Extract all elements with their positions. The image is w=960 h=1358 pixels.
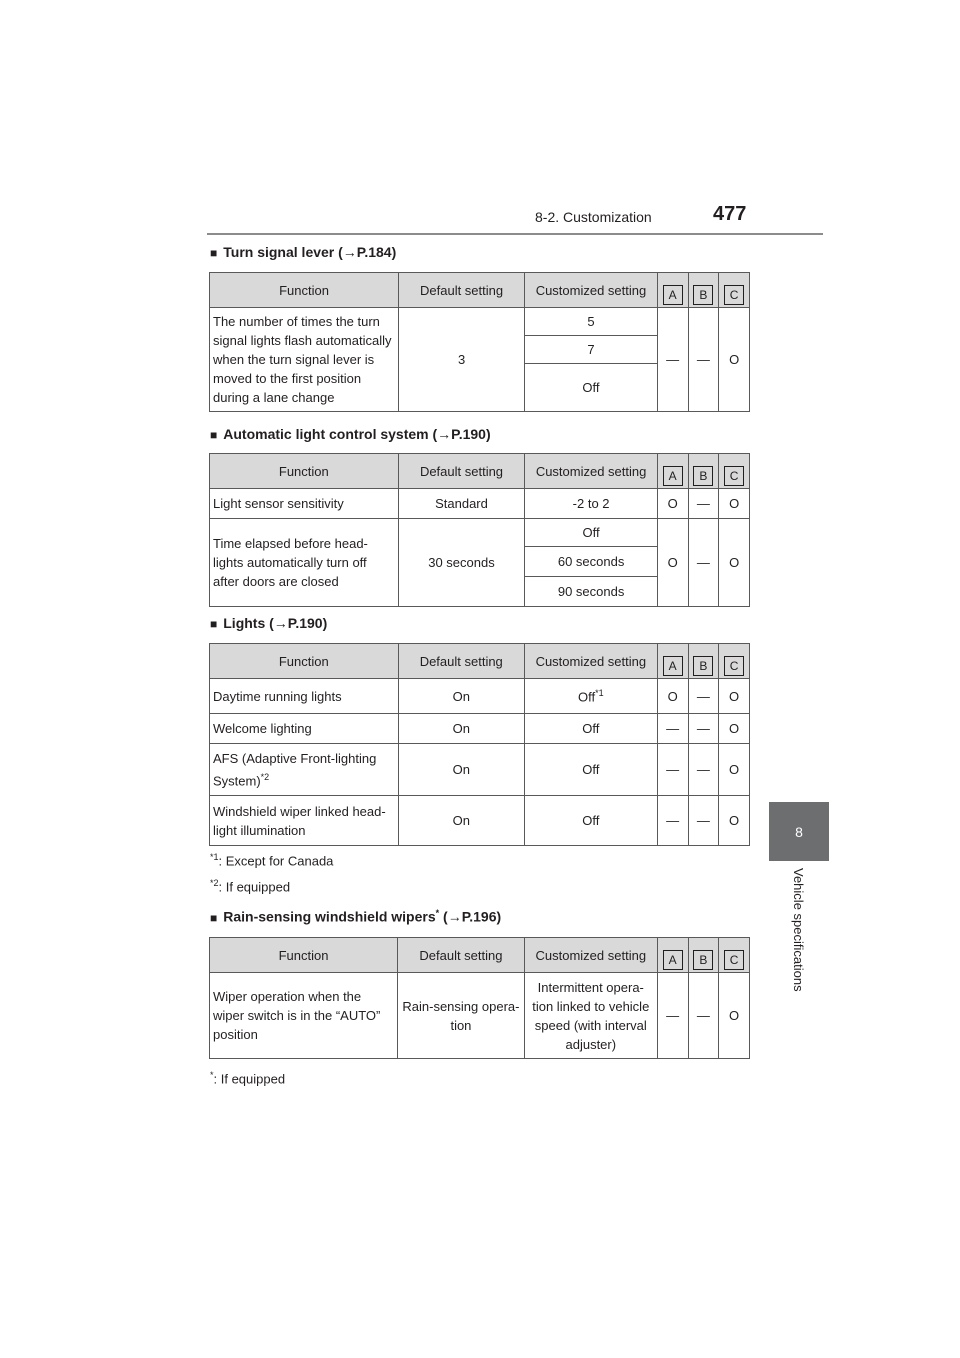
table-row xyxy=(210,489,750,519)
cell-c: O xyxy=(719,489,750,519)
table-header-row xyxy=(210,454,750,489)
col-function: Function xyxy=(210,938,398,973)
cell-b: — xyxy=(688,973,719,1059)
cell-default: 30 seconds xyxy=(398,519,525,607)
col-default: Default setting xyxy=(398,938,525,973)
cell-function: Wiper operation when the wiper switch is in the “AUTO” position xyxy=(210,973,398,1059)
footnote-text: : If equipped xyxy=(218,879,291,895)
table-header-row xyxy=(210,273,750,308)
table-rain-sensing xyxy=(209,937,750,1059)
footnote-ref: * xyxy=(435,908,440,918)
custom-value: Off xyxy=(578,689,596,705)
col-b xyxy=(688,644,719,679)
cell-a: — xyxy=(657,973,688,1059)
table-row xyxy=(210,744,750,796)
cell-a: — xyxy=(657,744,688,796)
col-default: Default setting xyxy=(399,273,525,308)
chapter-label: Vehicle specifications xyxy=(791,868,806,992)
cell-function xyxy=(210,744,399,796)
cell-a: O xyxy=(657,489,688,519)
cell-custom: Off xyxy=(524,744,657,796)
cell-default: On xyxy=(398,744,524,796)
cell-default: 3 xyxy=(399,308,525,412)
col-a xyxy=(657,454,688,489)
cell-option: 90 seconds xyxy=(525,577,658,607)
col-a xyxy=(657,938,688,973)
col-b-label: B xyxy=(693,950,713,970)
cell-option: Off xyxy=(525,364,658,412)
col-default: Default setting xyxy=(398,454,525,489)
footnote-mark: *2 xyxy=(210,878,219,888)
table-row xyxy=(210,519,750,547)
cell-function: Windshield wiper linked head-light illumination xyxy=(210,796,399,846)
cell-a: — xyxy=(657,308,688,412)
bullet-square-icon: ■ xyxy=(210,246,218,260)
cell-option: Off xyxy=(525,519,658,547)
cell-b: — xyxy=(688,519,719,607)
cell-b: — xyxy=(688,308,719,412)
footnote-1 xyxy=(210,852,333,868)
bullet-square-icon: ■ xyxy=(210,617,218,631)
cell-option: 7 xyxy=(525,336,658,364)
col-function: Function xyxy=(210,273,399,308)
cell-default: On xyxy=(398,679,524,714)
table-row xyxy=(210,714,750,744)
footnote-ref: *1 xyxy=(595,687,604,698)
section-title: 8-2. Customization xyxy=(535,209,652,225)
table-row xyxy=(210,308,750,336)
cell-custom: Off xyxy=(524,796,657,846)
footnote-mark: *1 xyxy=(210,852,219,862)
table-row xyxy=(210,796,750,846)
cell-c: O xyxy=(719,519,750,607)
cell-function: Welcome lighting xyxy=(210,714,399,744)
cell-function: Light sensor sensitivity xyxy=(210,489,399,519)
col-c xyxy=(719,454,750,489)
table-turn-signal xyxy=(209,272,750,412)
cell-c: O xyxy=(719,679,750,714)
cell-b: — xyxy=(688,744,719,796)
footnote-rain xyxy=(210,1070,285,1086)
col-customized: Customized setting xyxy=(524,938,657,973)
col-customized: Customized setting xyxy=(524,644,657,679)
col-customized: Customized setting xyxy=(525,454,658,489)
col-b xyxy=(688,454,719,489)
cell-a: O xyxy=(657,519,688,607)
table-header-row xyxy=(210,644,750,679)
cell-b: — xyxy=(688,679,719,714)
cell-default: Standard xyxy=(398,489,525,519)
heading-text: Rain-sensing windshield wipers xyxy=(223,908,436,925)
col-b xyxy=(688,273,719,308)
heading-page-ref: (→P.196) xyxy=(439,908,502,925)
col-customized: Customized setting xyxy=(525,273,658,308)
cell-c: O xyxy=(719,744,750,796)
header-divider xyxy=(207,233,823,235)
chapter-tab xyxy=(769,802,829,861)
cell-b: — xyxy=(688,796,719,846)
col-default: Default setting xyxy=(398,644,524,679)
col-c xyxy=(719,938,750,973)
heading-turn-signal xyxy=(210,244,396,260)
cell-custom: Intermittent opera-tion linked to vehicle speed (with interval adjuster) xyxy=(524,973,657,1059)
col-c-label: C xyxy=(724,950,744,970)
col-a xyxy=(657,273,688,308)
footnote-ref: *2 xyxy=(260,771,270,782)
col-function: Function xyxy=(210,644,399,679)
cell-default: On xyxy=(398,796,524,846)
col-c-label: C xyxy=(724,656,744,676)
col-c xyxy=(719,273,750,308)
col-a-label: A xyxy=(663,466,683,486)
col-b-label: B xyxy=(693,656,713,676)
cell-function: The number of times the turn signal lights flash automatically when the turn signal lever is moved to the first position during a lane change xyxy=(210,308,399,412)
cell-custom: -2 to 2 xyxy=(525,489,658,519)
cell-custom xyxy=(524,679,657,714)
col-b-label: B xyxy=(693,285,713,305)
col-c-label: C xyxy=(724,285,744,305)
col-c xyxy=(719,644,750,679)
heading-lights xyxy=(210,615,327,631)
heading-text: Lights (→P.190) xyxy=(223,615,328,631)
cell-option: 5 xyxy=(525,308,658,336)
footnote-text: : If equipped xyxy=(213,1071,286,1087)
table-auto-light xyxy=(209,453,750,607)
footnote-mark: * xyxy=(210,1070,214,1080)
cell-function: Daytime running lights xyxy=(210,679,399,714)
footnote-text: : Except for Canada xyxy=(218,853,334,869)
col-function: Function xyxy=(210,454,399,489)
cell-option: 60 seconds xyxy=(525,547,658,577)
chapter-number: 8 xyxy=(795,823,803,840)
cell-b: — xyxy=(688,714,719,744)
col-b xyxy=(688,938,719,973)
col-a-label: A xyxy=(663,285,683,305)
bullet-square-icon: ■ xyxy=(210,910,218,925)
col-b-label: B xyxy=(693,466,713,486)
col-a xyxy=(657,644,688,679)
function-text: AFS (Adaptive Front-lighting System) xyxy=(213,750,377,789)
heading-auto-light xyxy=(210,426,491,442)
bullet-square-icon: ■ xyxy=(210,428,218,442)
footnote-2 xyxy=(210,878,290,894)
col-a-label: A xyxy=(663,950,683,970)
cell-default: Rain-sensing opera-tion xyxy=(398,973,525,1059)
cell-a: — xyxy=(657,714,688,744)
cell-b: — xyxy=(688,489,719,519)
col-c-label: C xyxy=(724,466,744,486)
cell-default: On xyxy=(398,714,524,744)
table-row xyxy=(210,679,750,714)
chapter-label-area xyxy=(769,868,829,1018)
cell-c: O xyxy=(719,796,750,846)
page-number: 477 xyxy=(713,203,747,225)
heading-rain-sensing xyxy=(210,908,501,925)
cell-a: O xyxy=(657,679,688,714)
col-a-label: A xyxy=(663,656,683,676)
cell-c: O xyxy=(719,308,750,412)
cell-function: Time elapsed before head-lights automatically turn off after doors are closed xyxy=(210,519,399,607)
table-row xyxy=(210,973,750,1059)
table-lights xyxy=(209,643,750,846)
heading-text: Automatic light control system (→P.190) xyxy=(223,426,491,442)
cell-a: — xyxy=(657,796,688,846)
cell-custom: Off xyxy=(524,714,657,744)
cell-c: O xyxy=(719,973,750,1059)
table-header-row xyxy=(210,938,750,973)
cell-c: O xyxy=(719,714,750,744)
heading-text: Turn signal lever (→P.184) xyxy=(223,244,397,260)
